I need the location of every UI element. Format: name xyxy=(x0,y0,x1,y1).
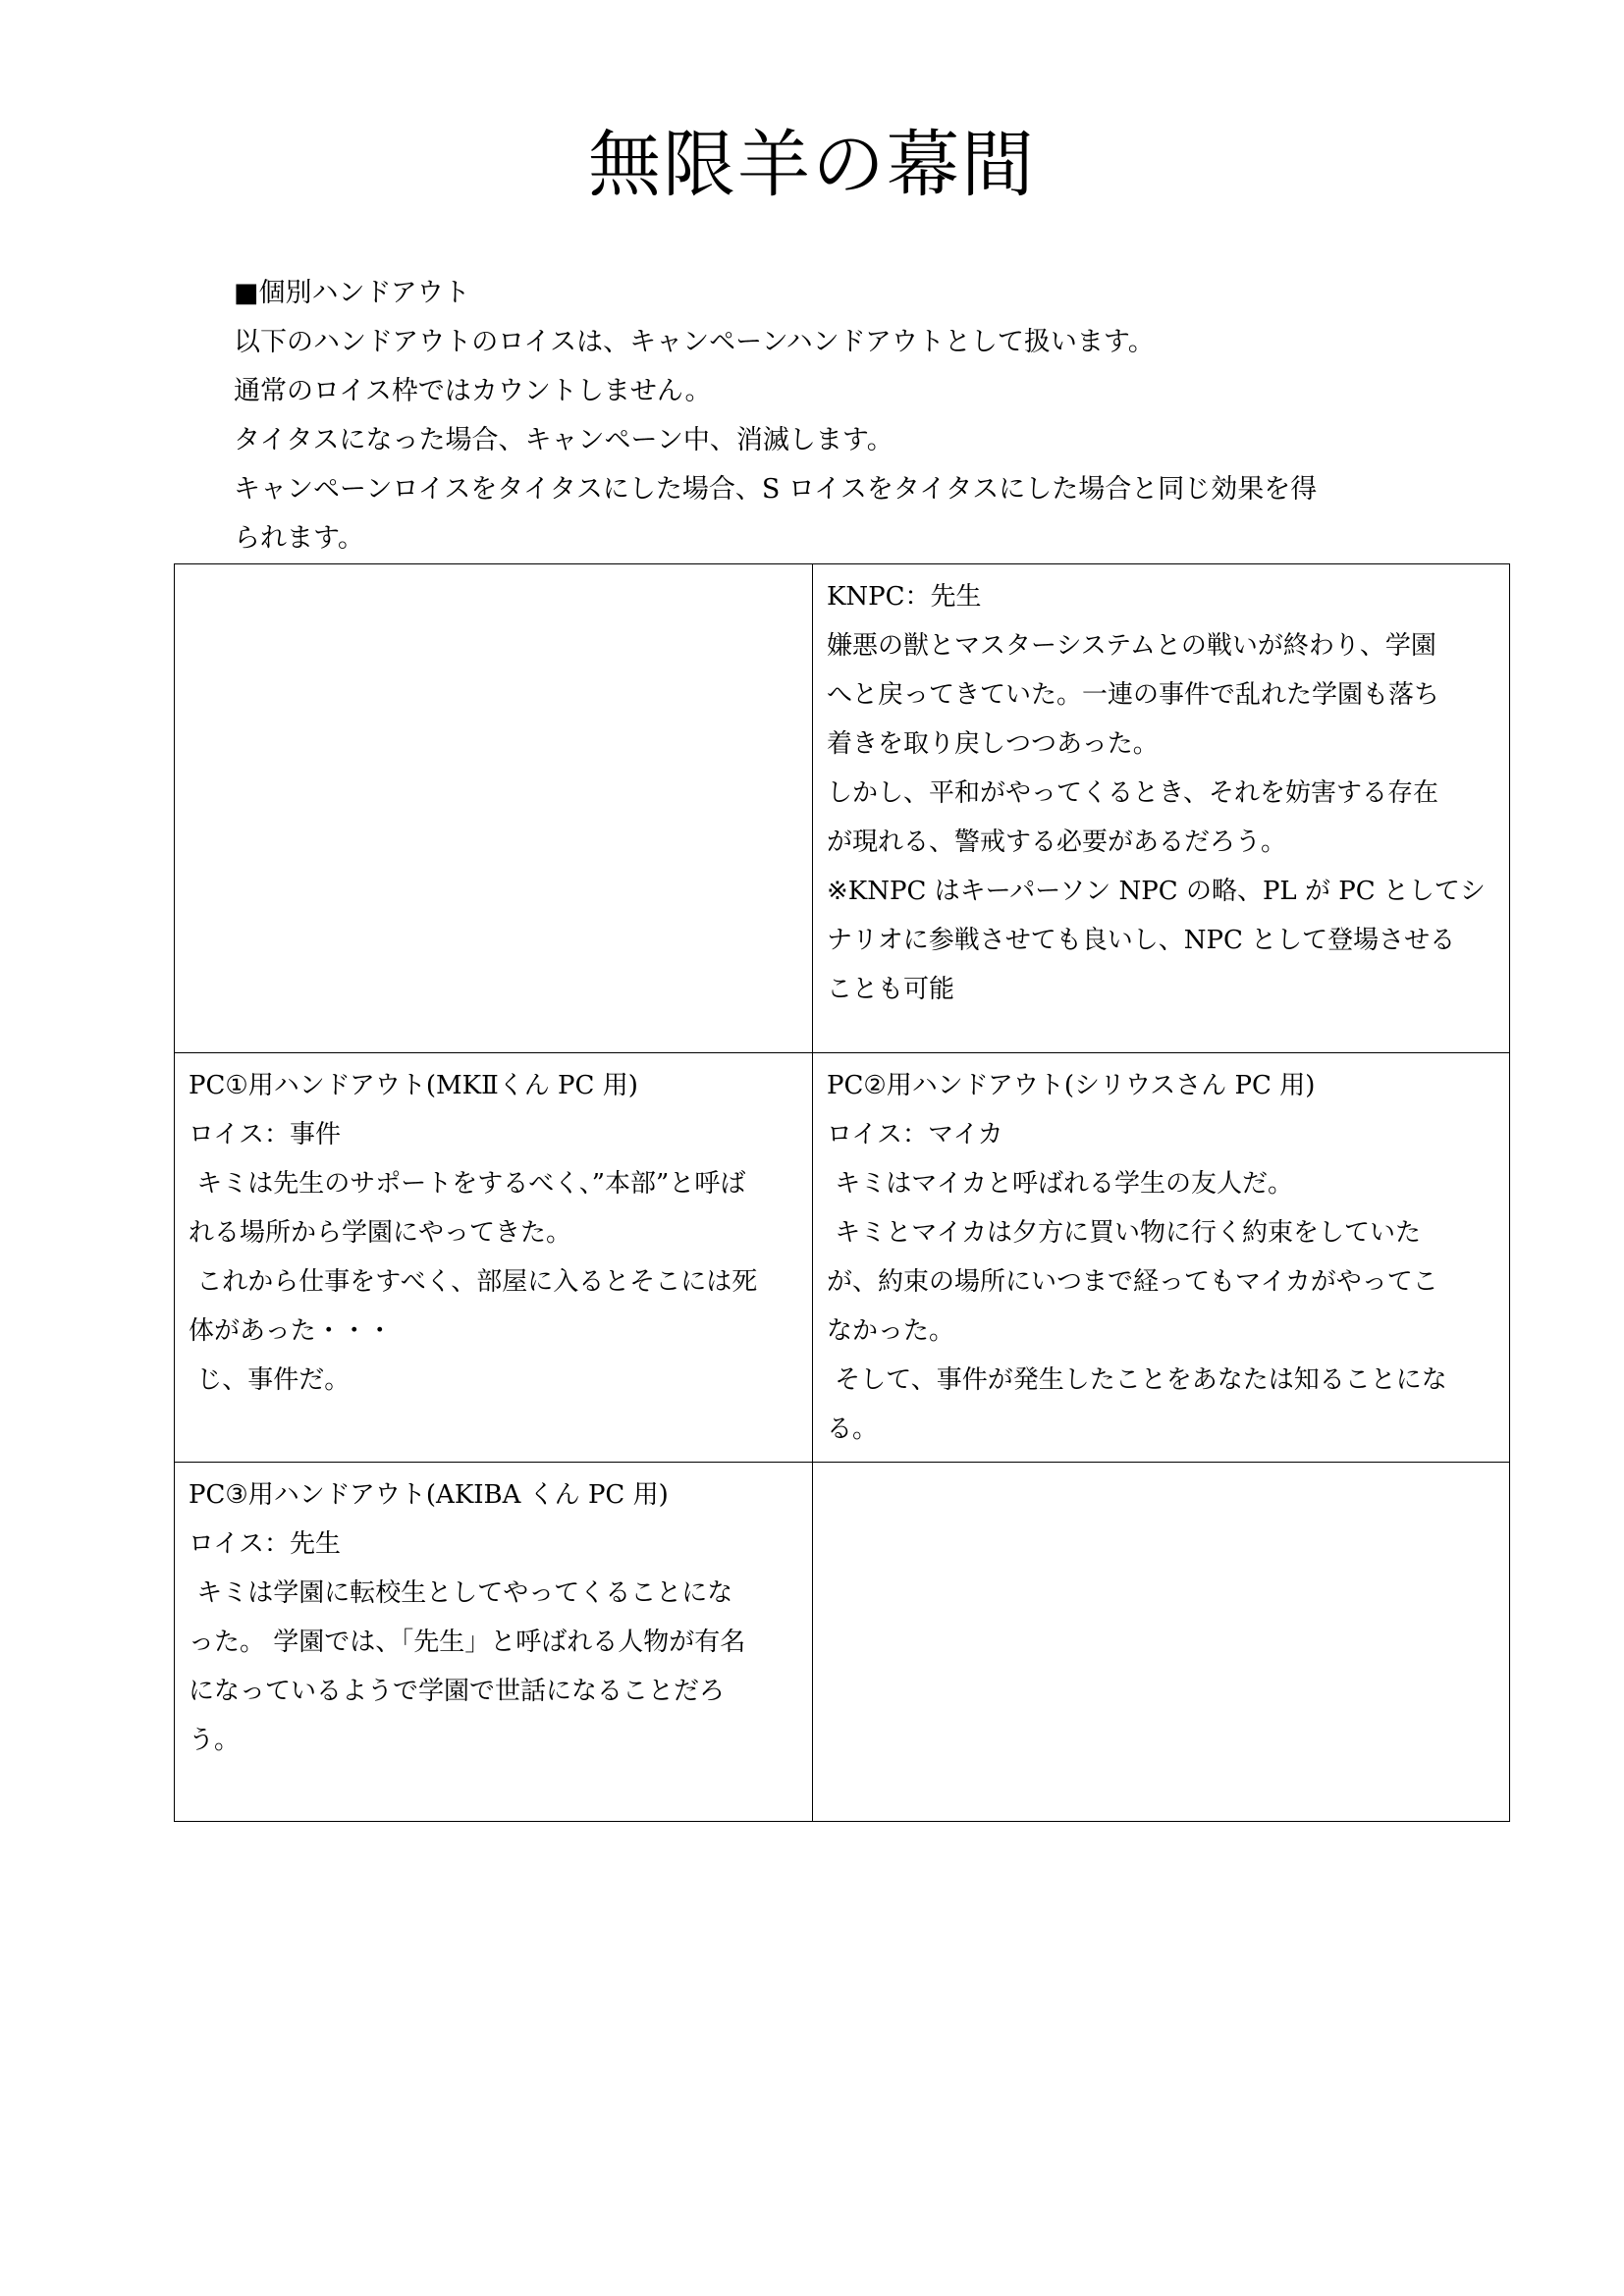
intro-line: 以下のハンドアウトのロイスは、キャンペーンハンドアウトとして扱います。 xyxy=(234,327,1155,357)
knpc-handout-cell xyxy=(813,564,1510,1053)
handout-heading: KNPC：先生 xyxy=(827,582,982,612)
handout-text-line: った。 学園では、「先生」と呼ばれる人物が有名 xyxy=(189,1628,746,1657)
handout-text-line: じ、事件だ。 xyxy=(189,1365,351,1395)
handout-text-line: へと戻ってきていた。一連の事件で乱れた学園も落ち xyxy=(827,680,1440,710)
handout-text-line: キミは学園に転校生としてやってくることにな xyxy=(189,1578,733,1608)
handout-text-line: ことも可能 xyxy=(827,975,955,1004)
handout-text-line: なかった。 xyxy=(827,1316,955,1346)
table-row xyxy=(175,1463,1510,1822)
handout-text-line: ナリオに参戦させても良いし、NPC として登場させる xyxy=(827,926,1456,955)
handout-text-line: キミは先生のサポートをするべく、”本部”と呼ば xyxy=(189,1169,746,1199)
handout-lois: ロイス：マイカ xyxy=(827,1120,1003,1149)
intro-line: キャンペーンロイスをタイタスにした場合、S ロイスをタイタスにした場合と同じ効果を得 xyxy=(234,474,1318,505)
handout-heading: PC②用ハンドアウト(シリウスさん PC 用) xyxy=(827,1071,1316,1100)
pc2-handout-cell xyxy=(813,1053,1510,1463)
handout-text-line: う。 xyxy=(189,1726,241,1755)
handout-lois: ロイス：事件 xyxy=(189,1120,341,1149)
handout-text-line: になっているようで学園で世話になることだろ xyxy=(189,1677,726,1706)
empty-cell xyxy=(175,564,813,1053)
intro-line: タイタスになった場合、キャンペーン中、消滅します。 xyxy=(234,425,893,455)
handout-text-line: 着きを取り戻しつつあった。 xyxy=(827,729,1159,759)
table-row xyxy=(175,1053,1510,1463)
handout-lois: ロイス：先生 xyxy=(189,1529,341,1559)
intro-line: られます。 xyxy=(234,523,364,554)
handout-text-line: 嫌悪の獣とマスターシステムとの戦いが終わり、学園 xyxy=(827,631,1436,661)
document-title: 無限羊の幕間 xyxy=(588,123,1036,207)
handout-text-line: そして、事件が発生したことをあなたは知ることにな xyxy=(827,1365,1447,1395)
handout-text-line: が、約束の場所にいつまで経ってもマイカがやってこ xyxy=(827,1267,1438,1297)
pc3-handout-cell xyxy=(175,1463,813,1822)
intro-line: 通常のロイス枠ではカウントしません。 xyxy=(234,376,712,406)
handout-text-line: キミとマイカは夕方に買い物に行く約束をしていた xyxy=(827,1218,1421,1248)
handout-text-line: しかし、平和がやってくるとき、それを妨害する存在 xyxy=(827,778,1438,808)
handout-text-line: れる場所から学園にやってきた。 xyxy=(189,1218,572,1248)
handout-text-line: これから仕事をすべく、部屋に入るとそこには死 xyxy=(189,1267,758,1297)
section-heading: ■個別ハンドアウト xyxy=(234,278,470,308)
pc1-handout-cell xyxy=(175,1053,813,1463)
handout-heading: PC③用ハンドアウト(AKIBA くん PC 用) xyxy=(189,1480,669,1510)
empty-cell xyxy=(813,1463,1510,1822)
table-row xyxy=(175,564,1510,1053)
handout-text-line: 体があった・・・ xyxy=(189,1316,393,1346)
handout-table xyxy=(174,563,1510,1822)
handout-text-line: ※KNPC はキーパーソン NPC の略、PL が PC としてシ xyxy=(827,877,1486,906)
handout-heading: PC①用ハンドアウト(MKⅡくん PC 用) xyxy=(189,1071,638,1100)
intro-section xyxy=(234,269,1392,563)
handout-text-line: る。 xyxy=(827,1415,879,1444)
handout-text-line: が現れる、警戒する必要があるだろう。 xyxy=(827,828,1287,857)
handout-text-line: キミはマイカと呼ばれる学生の友人だ。 xyxy=(827,1169,1293,1199)
